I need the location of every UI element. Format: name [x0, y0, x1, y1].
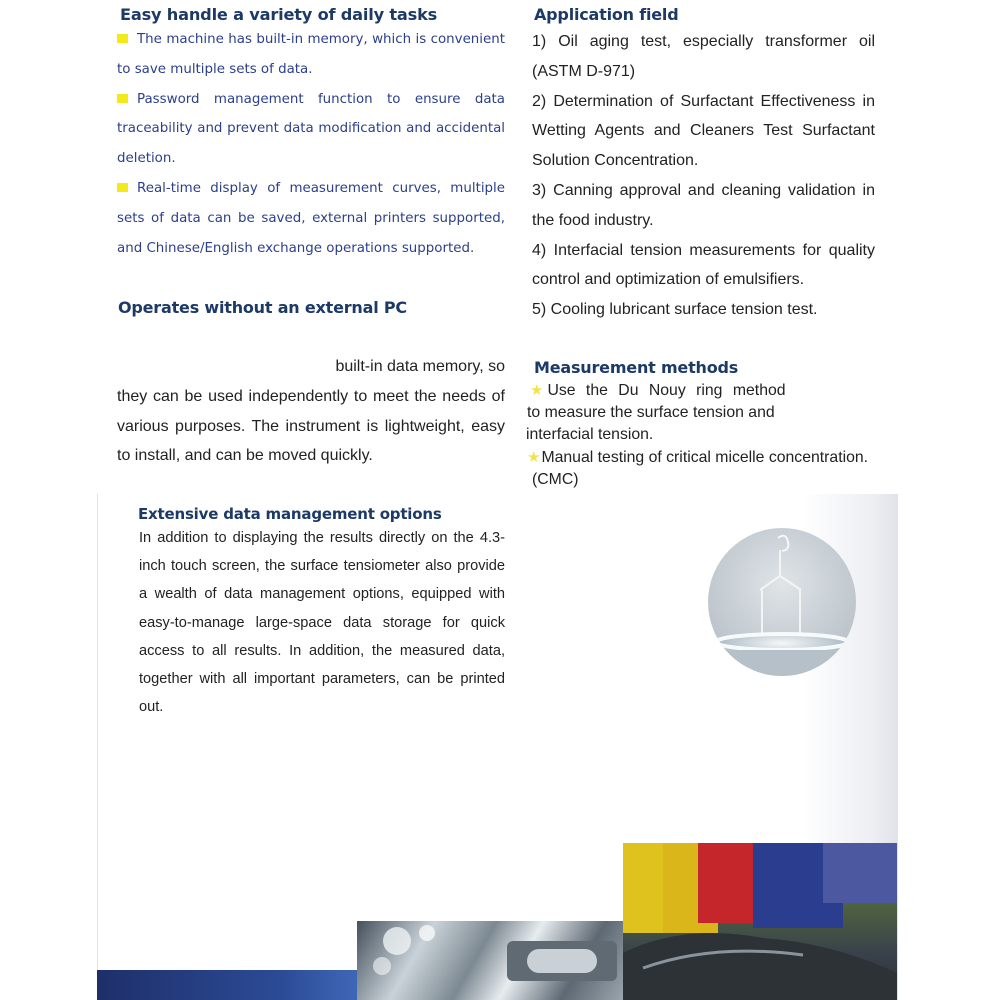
operates-without-pc-heading: Operates without an external PC: [118, 298, 407, 317]
method-ring-line-3: interfacial tension.: [526, 426, 654, 443]
yellow-square-bullet-icon: [117, 34, 128, 43]
du-nouy-ring-icon: [708, 528, 856, 676]
list-item: [117, 174, 505, 263]
measurement-methods-list: [527, 380, 887, 491]
method-ring-line-2: to measure the surface tension and: [527, 404, 775, 421]
method-cmc-line-2: (CMC): [532, 471, 579, 488]
method-ring: [527, 380, 887, 446]
bullet-text-memory: The machine has built-in memory, which is convenient to save multiple sets of data.: [117, 32, 505, 77]
paragraph-body: they can be used independently to meet the needs of various purposes. The instrument is lightweight, easy to install, and can be moved quickly.: [117, 387, 505, 465]
paragraph-first-line: built-in data memory, so: [335, 358, 505, 375]
daily-tasks-heading: Easy handle a variety of daily tasks: [120, 5, 438, 24]
star-icon: ★: [530, 382, 544, 399]
yellow-square-bullet-icon: [117, 94, 128, 103]
machining-photo: [357, 921, 623, 1000]
bullet-text-password: Password management function to ensure data traceability and prevent data modification and accidental deletion.: [117, 91, 505, 167]
bullet-text-realtime: Real-time display of measurement curves, multiple sets of data can be saved, external printers supported, and Chinese/English exchange operations supported.: [117, 180, 505, 256]
measurement-methods-heading: Measurement methods: [534, 358, 739, 377]
list-item: [117, 85, 505, 174]
application-field-heading: Application field: [534, 5, 679, 24]
method-cmc-line-1: Manual testing of critical micelle concentration.: [541, 449, 869, 466]
list-item: [117, 25, 505, 85]
data-management-heading: Extensive data management options: [138, 505, 442, 523]
application-field-list: [532, 27, 875, 325]
list-item: 4) Interfacial tension measurements for quality control and optimization of emulsifiers.: [532, 241, 875, 289]
list-item: 2) Determination of Surfactant Effectiveness in Wetting Agents and Cleaners Test Surfactant Solution Concentration.: [532, 92, 875, 170]
daily-tasks-list: [117, 25, 505, 263]
method-ring-line-1: Use the Du Nouy ring method: [547, 382, 786, 399]
car-wash-photo: [623, 843, 897, 1000]
brand-color-bar: [97, 970, 360, 1000]
operates-without-pc-paragraph: [117, 352, 505, 471]
list-item: 5) Cooling lubricant surface tension test.: [532, 301, 818, 319]
data-management-paragraph: In addition to displaying the results directly on the 4.3-inch touch screen, the surface tensiometer also provide a wealth of data management options, equipped with easy-to-manage large-space data storage for quick access to all results. In addition, the measured data, together with all important parameters, can be printed out.: [139, 530, 505, 716]
star-icon: ★: [527, 449, 541, 466]
method-cmc: [527, 447, 887, 491]
ring-method-illustration: [708, 528, 856, 676]
list-item: 1) Oil aging test, especially transformer oil (ASTM D-971): [532, 33, 875, 80]
yellow-square-bullet-icon: [117, 183, 128, 192]
list-item: 3) Canning approval and cleaning validation in the food industry.: [532, 181, 875, 229]
car-wash-image: [623, 843, 897, 1000]
machining-image: [357, 921, 623, 1000]
